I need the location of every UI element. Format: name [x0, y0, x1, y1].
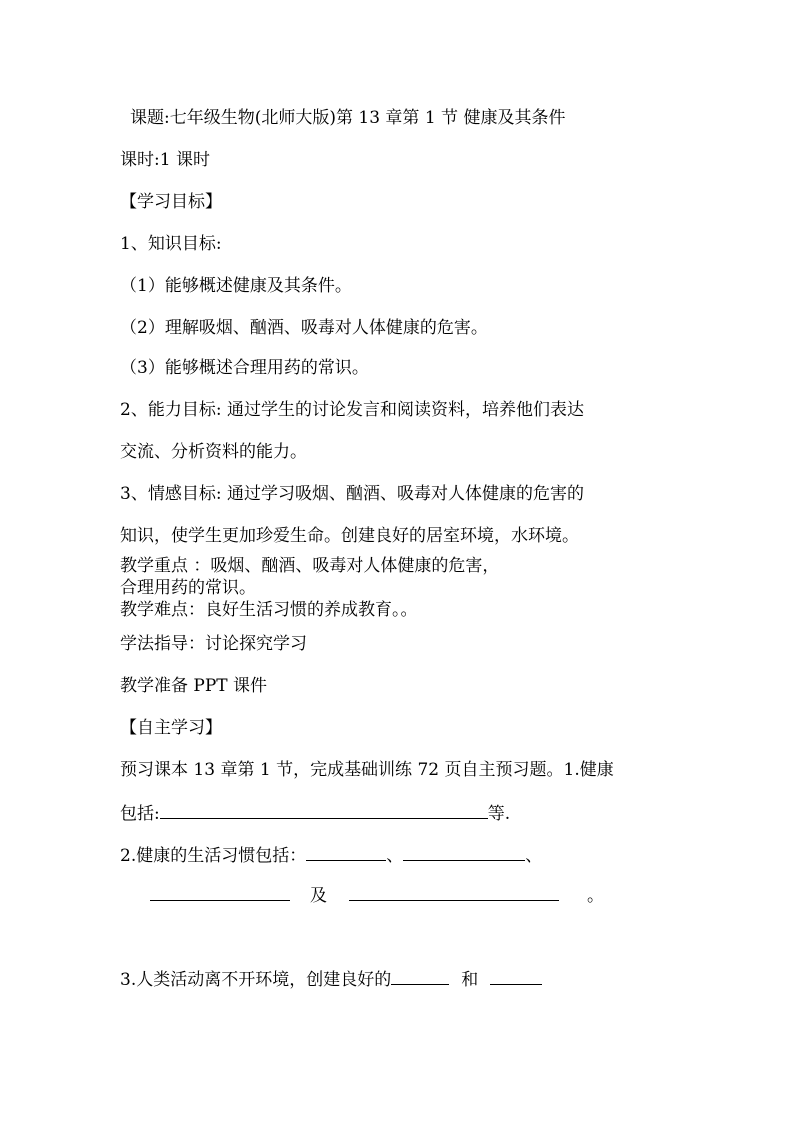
objectives-header: 【学习目标】 — [120, 192, 222, 212]
q2-prefix: 2.健康的生活习惯包括： — [120, 846, 307, 866]
key-point-line1: 教学重点 ：吸烟、酗酒、吸毒对人体健康的危害， — [120, 556, 500, 576]
knowledge-item-2: （2）理解吸烟、酗酒、吸毒对人体健康的危害。 — [120, 318, 488, 338]
knowledge-item-3: （3）能够概述合理用药的常识。 — [120, 358, 369, 378]
q1-prefix: 包括: — [120, 804, 160, 824]
q2-blank-3[interactable] — [150, 884, 290, 901]
q2-end: 。 — [587, 886, 604, 906]
emotion-goal-line1: 3、情感目标: 通过学习吸烟、酗酒、吸毒对人体健康的危害的 — [120, 484, 584, 504]
q2-blank-2[interactable] — [403, 844, 525, 861]
question-2 — [120, 844, 542, 866]
self-study-header: 【自主学习】 — [120, 718, 222, 738]
preview-line: 预习课本 13 章第 1 节，完成基础训练 72 页自主预习题。1.健康 — [120, 760, 614, 780]
q3-blank-1[interactable] — [391, 968, 449, 985]
q2-blank-4[interactable] — [349, 884, 559, 901]
q3-prefix: 3.人类活动离不开环境，创建良好的 — [120, 970, 392, 990]
knowledge-goal: 1、知识目标: — [120, 234, 222, 254]
emotion-goal-line2: 知识，使学生更加珍爱生命。创建良好的居室环境，水环境。 — [120, 526, 579, 546]
q2-sep-1: 、 — [386, 846, 404, 866]
question-3 — [120, 968, 542, 990]
q3-and: 和 — [461, 970, 479, 990]
key-point-line2: 合理用药的常识。 — [120, 578, 256, 598]
q1-blank[interactable] — [160, 802, 488, 819]
q1-suffix: 等. — [487, 804, 511, 824]
lesson-period: 课时:1 课时 — [120, 150, 210, 170]
q2-blank-1[interactable] — [306, 844, 386, 861]
ability-goal-line1: 2、能力目标: 通过学生的讨论发言和阅读资料，培养他们表达 — [120, 400, 584, 420]
question-1 — [120, 802, 510, 824]
q3-blank-2[interactable] — [490, 968, 542, 985]
difficulty-line: 教学难点：良好生活习惯的养成教育。。 — [120, 600, 418, 620]
q2-sep-2: 、 — [525, 846, 543, 866]
lesson-title: 课题:七年级生物(北师大版)第 13 章第 1 节 健康及其条件 — [130, 108, 566, 128]
preparation-line: 教学准备 PPT 课件 — [120, 676, 268, 696]
q2-and: 及 — [310, 886, 327, 906]
ability-goal-line2: 交流、分析资料的能力。 — [120, 442, 307, 462]
knowledge-item-1: （1）能够概述健康及其条件。 — [120, 276, 352, 296]
method-line: 学法指导：讨论探究学习 — [120, 634, 307, 654]
question-2-continued — [150, 884, 604, 906]
